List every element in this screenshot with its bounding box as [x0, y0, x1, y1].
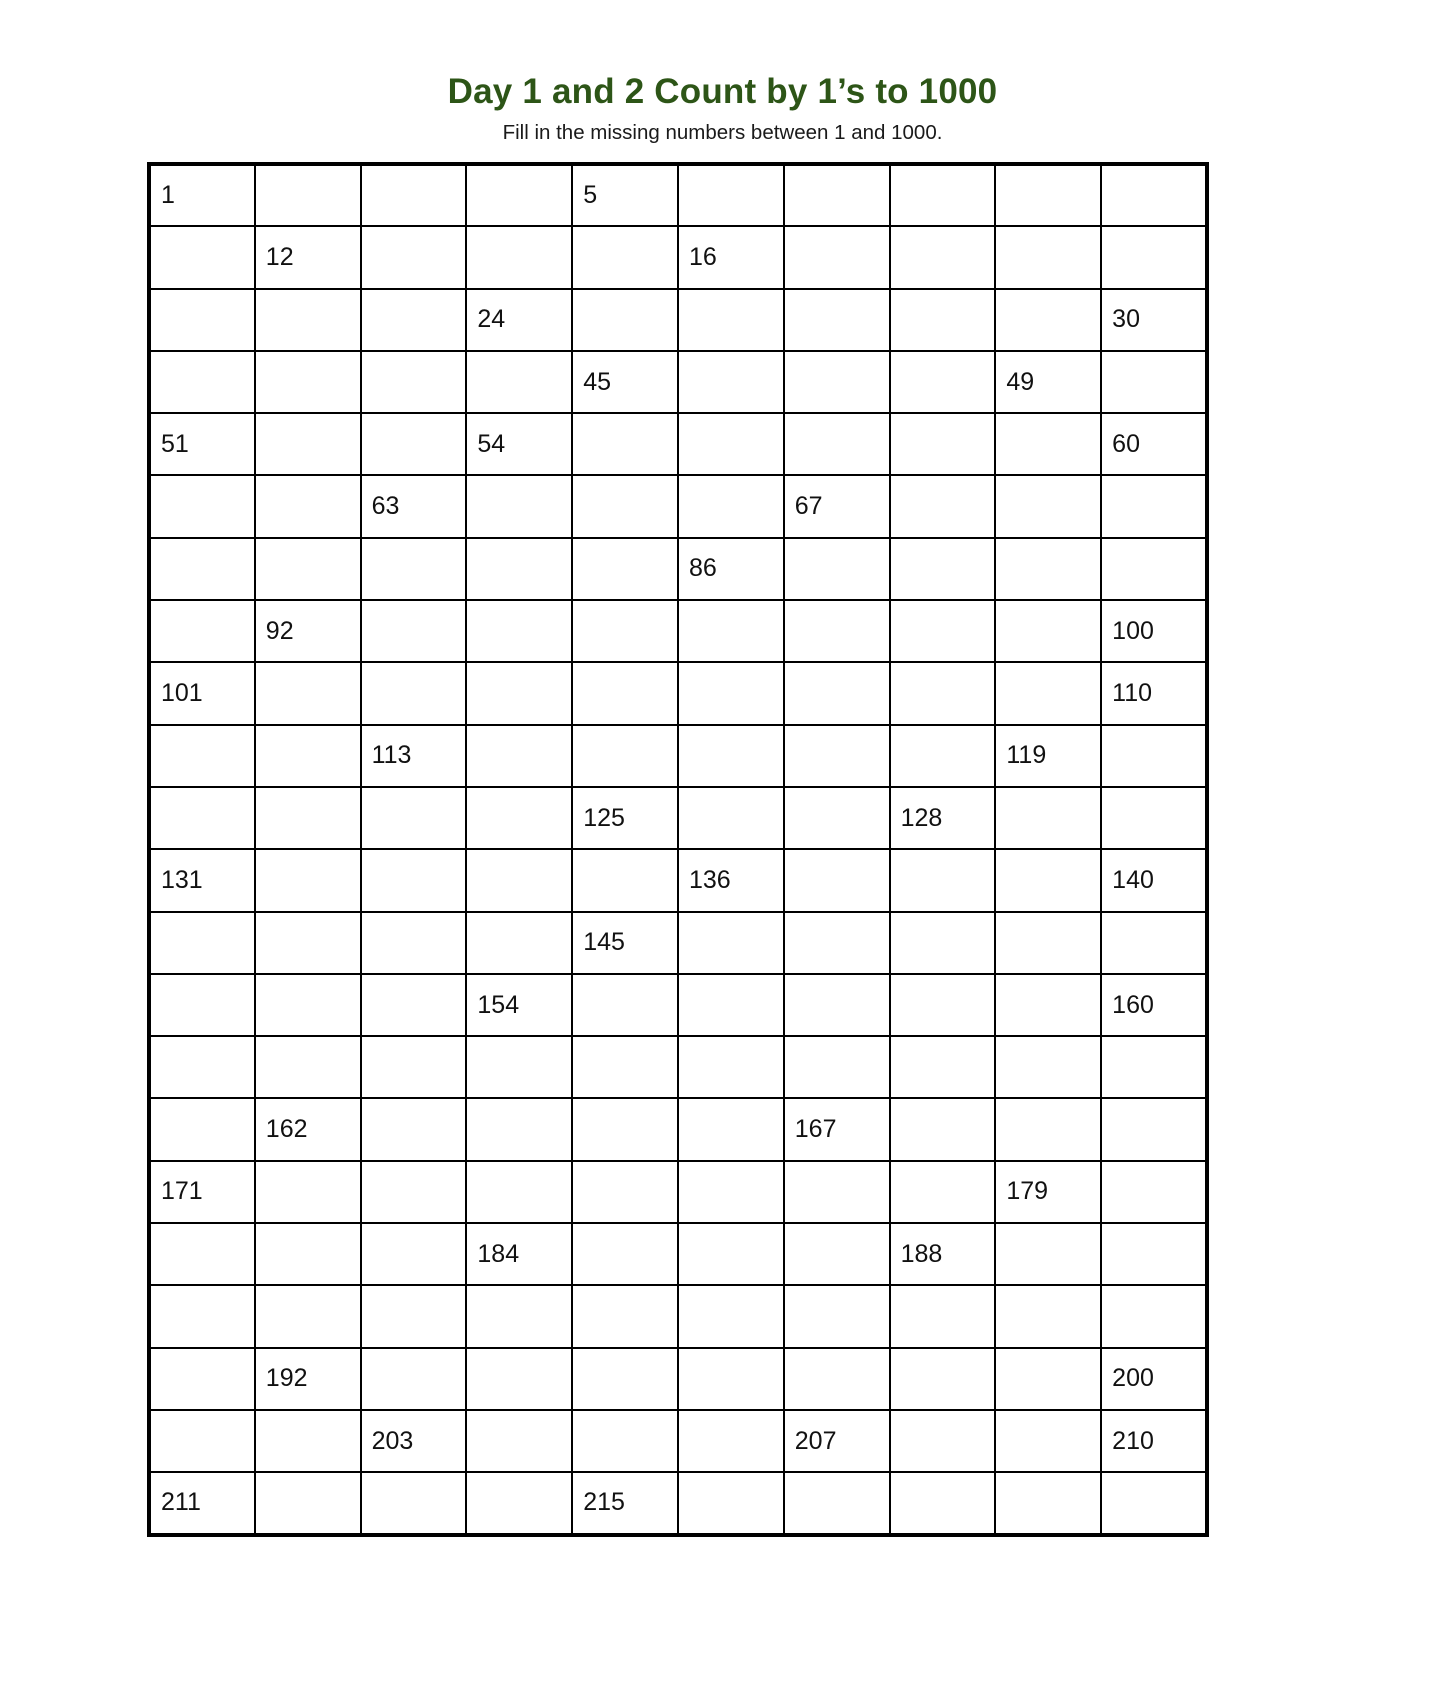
table-row: [149, 787, 1207, 849]
number-cell-blank[interactable]: [784, 725, 890, 787]
number-cell-blank[interactable]: [255, 475, 361, 537]
number-cell-blank[interactable]: [466, 538, 572, 600]
number-cell-blank[interactable]: [890, 725, 996, 787]
number-cell-blank[interactable]: [678, 1410, 784, 1472]
number-cell-blank[interactable]: [466, 1410, 572, 1472]
number-cell-filled[interactable]: 211: [149, 1472, 255, 1534]
number-cell-blank[interactable]: [572, 1161, 678, 1223]
number-cell-blank[interactable]: [784, 289, 890, 351]
number-cell-blank[interactable]: [149, 1285, 255, 1347]
number-cell-filled[interactable]: 60: [1101, 413, 1207, 475]
number-cell-blank[interactable]: [995, 1285, 1101, 1347]
number-cell-blank[interactable]: [678, 725, 784, 787]
number-cell-filled[interactable]: 140: [1101, 849, 1207, 911]
table-row: [149, 1161, 1207, 1223]
number-cell-blank[interactable]: [890, 912, 996, 974]
number-grid-container: [147, 162, 1205, 1537]
table-row: [149, 538, 1207, 600]
number-cell-blank[interactable]: [890, 226, 996, 288]
number-cell-blank[interactable]: [1101, 787, 1207, 849]
number-cell-filled[interactable]: 210: [1101, 1410, 1207, 1472]
number-cell-blank[interactable]: [678, 600, 784, 662]
number-cell-blank[interactable]: [466, 662, 572, 724]
number-cell-blank[interactable]: [361, 538, 467, 600]
number-cell-blank[interactable]: [890, 1348, 996, 1410]
number-cell-blank[interactable]: [1101, 1098, 1207, 1160]
number-cell-blank[interactable]: [995, 226, 1101, 288]
number-cell-blank[interactable]: [149, 974, 255, 1036]
number-cell-filled[interactable]: 200: [1101, 1348, 1207, 1410]
number-cell-blank[interactable]: [678, 662, 784, 724]
number-cell-blank[interactable]: [1101, 912, 1207, 974]
number-cell-blank[interactable]: [784, 1285, 890, 1347]
number-cell-blank[interactable]: [995, 974, 1101, 1036]
number-cell-blank[interactable]: [890, 1285, 996, 1347]
number-cell-blank[interactable]: [255, 413, 361, 475]
number-cell-blank[interactable]: [1101, 164, 1207, 226]
number-cell-blank[interactable]: [255, 1036, 361, 1098]
number-cell-filled[interactable]: 12: [255, 226, 361, 288]
number-cell-filled[interactable]: 131: [149, 849, 255, 911]
number-cell-blank[interactable]: [466, 849, 572, 911]
number-cell-blank[interactable]: [890, 1410, 996, 1472]
number-cell-blank[interactable]: [466, 1472, 572, 1534]
number-cell-blank[interactable]: [784, 662, 890, 724]
number-cell-blank[interactable]: [149, 725, 255, 787]
number-cell-blank[interactable]: [361, 974, 467, 1036]
number-cell-blank[interactable]: [149, 787, 255, 849]
number-cell-blank[interactable]: [255, 1161, 361, 1223]
number-cell-blank[interactable]: [361, 226, 467, 288]
number-cell-blank[interactable]: [1101, 1161, 1207, 1223]
number-cell-blank[interactable]: [890, 475, 996, 537]
number-cell-blank[interactable]: [361, 1161, 467, 1223]
number-cell-blank[interactable]: [678, 413, 784, 475]
number-cell-filled[interactable]: 203: [361, 1410, 467, 1472]
number-cell-blank[interactable]: [995, 787, 1101, 849]
number-cell-blank[interactable]: [361, 787, 467, 849]
number-cell-blank[interactable]: [361, 600, 467, 662]
number-cell-blank[interactable]: [255, 787, 361, 849]
number-cell-blank[interactable]: [466, 600, 572, 662]
table-row: [149, 1472, 1207, 1534]
number-cell-filled[interactable]: 1: [149, 164, 255, 226]
number-cell-blank[interactable]: [149, 538, 255, 600]
number-cell-filled[interactable]: 45: [572, 351, 678, 413]
table-row: [149, 1285, 1207, 1347]
number-cell-blank[interactable]: [361, 1348, 467, 1410]
number-cell-blank[interactable]: [466, 787, 572, 849]
number-cell-blank[interactable]: [995, 1410, 1101, 1472]
number-cell-blank[interactable]: [784, 226, 890, 288]
number-cell-blank[interactable]: [572, 1410, 678, 1472]
number-cell-blank[interactable]: [784, 351, 890, 413]
number-cell-blank[interactable]: [784, 1036, 890, 1098]
number-cell-blank[interactable]: [995, 662, 1101, 724]
number-cell-blank[interactable]: [1101, 725, 1207, 787]
number-cell-blank[interactable]: [361, 351, 467, 413]
number-cell-blank[interactable]: [149, 912, 255, 974]
number-cell-blank[interactable]: [995, 1098, 1101, 1160]
number-cell-blank[interactable]: [995, 475, 1101, 537]
number-cell-blank[interactable]: [466, 912, 572, 974]
number-cell-blank[interactable]: [995, 1036, 1101, 1098]
number-cell-blank[interactable]: [149, 1098, 255, 1160]
number-cell-filled[interactable]: 188: [890, 1223, 996, 1285]
number-cell-blank[interactable]: [466, 1161, 572, 1223]
number-cell-filled[interactable]: 101: [149, 662, 255, 724]
number-cell-blank[interactable]: [255, 662, 361, 724]
number-cell-blank[interactable]: [149, 1036, 255, 1098]
page-title: Day 1 and 2 Count by 1’s to 1000: [447, 72, 998, 111]
number-cell-blank[interactable]: [255, 289, 361, 351]
number-cell-blank[interactable]: [255, 725, 361, 787]
number-cell-blank[interactable]: [572, 413, 678, 475]
number-cell-blank[interactable]: [784, 974, 890, 1036]
number-cell-blank[interactable]: [572, 289, 678, 351]
number-cell-blank[interactable]: [890, 974, 996, 1036]
number-cell-blank[interactable]: [572, 974, 678, 1036]
table-row: [149, 1410, 1207, 1472]
number-cell-filled[interactable]: 171: [149, 1161, 255, 1223]
number-cell-blank[interactable]: [149, 1410, 255, 1472]
number-cell-blank[interactable]: [890, 164, 996, 226]
table-row: [149, 351, 1207, 413]
number-cell-blank[interactable]: [995, 1223, 1101, 1285]
number-cell-blank[interactable]: [784, 600, 890, 662]
number-cell-blank[interactable]: [466, 164, 572, 226]
number-cell-blank[interactable]: [995, 849, 1101, 911]
table-row: [149, 1348, 1207, 1410]
number-cell-blank[interactable]: [466, 1285, 572, 1347]
number-cell-blank[interactable]: [1101, 475, 1207, 537]
number-grid: [147, 162, 1209, 1537]
number-cell-blank[interactable]: [572, 600, 678, 662]
number-cell-blank[interactable]: [572, 1348, 678, 1410]
number-cell-blank[interactable]: [361, 289, 467, 351]
number-cell-blank[interactable]: [149, 1223, 255, 1285]
number-cell-blank[interactable]: [572, 538, 678, 600]
number-cell-blank[interactable]: [890, 1472, 996, 1534]
number-cell-filled[interactable]: 67: [784, 475, 890, 537]
number-cell-blank[interactable]: [890, 351, 996, 413]
number-cell-filled[interactable]: 215: [572, 1472, 678, 1534]
number-cell-blank[interactable]: [572, 1285, 678, 1347]
number-cell-blank[interactable]: [784, 1161, 890, 1223]
number-cell-filled[interactable]: 162: [255, 1098, 361, 1160]
number-cell-blank[interactable]: [1101, 1223, 1207, 1285]
number-cell-filled[interactable]: 16: [678, 226, 784, 288]
number-cell-filled[interactable]: 63: [361, 475, 467, 537]
number-cell-blank[interactable]: [890, 289, 996, 351]
number-cell-blank[interactable]: [890, 1098, 996, 1160]
number-cell-blank[interactable]: [678, 787, 784, 849]
number-grid-body: [149, 164, 1207, 1535]
number-cell-blank[interactable]: [149, 1348, 255, 1410]
number-cell-blank[interactable]: [466, 226, 572, 288]
number-cell-blank[interactable]: [466, 1036, 572, 1098]
number-cell-blank[interactable]: [784, 787, 890, 849]
number-cell-blank[interactable]: [678, 1348, 784, 1410]
number-cell-filled[interactable]: 92: [255, 600, 361, 662]
number-cell-blank[interactable]: [678, 1223, 784, 1285]
number-cell-blank[interactable]: [255, 912, 361, 974]
number-cell-blank[interactable]: [255, 849, 361, 911]
number-cell-blank[interactable]: [255, 1410, 361, 1472]
table-row: [149, 1223, 1207, 1285]
number-cell-blank[interactable]: [361, 164, 467, 226]
number-cell-blank[interactable]: [361, 912, 467, 974]
table-row: [149, 600, 1207, 662]
number-cell-blank[interactable]: [255, 1223, 361, 1285]
number-cell-filled[interactable]: 51: [149, 413, 255, 475]
number-cell-filled[interactable]: 49: [995, 351, 1101, 413]
number-cell-blank[interactable]: [466, 725, 572, 787]
number-cell-blank[interactable]: [678, 912, 784, 974]
number-cell-blank[interactable]: [678, 1285, 784, 1347]
number-cell-blank[interactable]: [255, 164, 361, 226]
number-cell-filled[interactable]: 54: [466, 413, 572, 475]
number-cell-blank[interactable]: [784, 1472, 890, 1534]
number-cell-blank[interactable]: [784, 164, 890, 226]
number-cell-blank[interactable]: [1101, 538, 1207, 600]
number-cell-blank[interactable]: [255, 1285, 361, 1347]
number-cell-blank[interactable]: [678, 1472, 784, 1534]
number-cell-filled[interactable]: 119: [995, 725, 1101, 787]
number-cell-blank[interactable]: [890, 1161, 996, 1223]
number-cell-blank[interactable]: [149, 351, 255, 413]
number-cell-blank[interactable]: [784, 912, 890, 974]
number-cell-filled[interactable]: 154: [466, 974, 572, 1036]
number-cell-blank[interactable]: [572, 1223, 678, 1285]
number-cell-blank[interactable]: [995, 413, 1101, 475]
number-cell-filled[interactable]: 30: [1101, 289, 1207, 351]
number-cell-blank[interactable]: [255, 351, 361, 413]
table-row: [149, 164, 1207, 226]
number-cell-blank[interactable]: [890, 662, 996, 724]
number-cell-blank[interactable]: [1101, 1472, 1207, 1534]
table-row: [149, 475, 1207, 537]
number-cell-blank[interactable]: [995, 1348, 1101, 1410]
number-cell-blank[interactable]: [995, 289, 1101, 351]
number-cell-filled[interactable]: 184: [466, 1223, 572, 1285]
table-row: [149, 662, 1207, 724]
number-cell-blank[interactable]: [678, 475, 784, 537]
number-cell-blank[interactable]: [149, 475, 255, 537]
number-cell-blank[interactable]: [149, 289, 255, 351]
number-cell-blank[interactable]: [784, 413, 890, 475]
number-cell-filled[interactable]: 192: [255, 1348, 361, 1410]
number-cell-blank[interactable]: [890, 538, 996, 600]
number-cell-blank[interactable]: [678, 1161, 784, 1223]
number-cell-blank[interactable]: [572, 849, 678, 911]
number-cell-blank[interactable]: [572, 226, 678, 288]
number-cell-blank[interactable]: [572, 1036, 678, 1098]
number-cell-blank[interactable]: [361, 1223, 467, 1285]
number-cell-blank[interactable]: [1101, 226, 1207, 288]
number-cell-blank[interactable]: [995, 1472, 1101, 1534]
number-cell-filled[interactable]: 207: [784, 1410, 890, 1472]
table-row: [149, 413, 1207, 475]
table-row: [149, 849, 1207, 911]
number-cell-blank[interactable]: [255, 538, 361, 600]
number-cell-blank[interactable]: [255, 1472, 361, 1534]
number-cell-blank[interactable]: [361, 413, 467, 475]
number-cell-blank[interactable]: [890, 600, 996, 662]
number-cell-filled[interactable]: 100: [1101, 600, 1207, 662]
number-cell-blank[interactable]: [572, 1098, 678, 1160]
number-cell-blank[interactable]: [149, 600, 255, 662]
number-cell-filled[interactable]: 125: [572, 787, 678, 849]
number-cell-filled[interactable]: 128: [890, 787, 996, 849]
table-row: [149, 912, 1207, 974]
number-cell-blank[interactable]: [361, 1472, 467, 1534]
number-cell-blank[interactable]: [784, 1223, 890, 1285]
number-cell-blank[interactable]: [361, 1098, 467, 1160]
number-cell-filled[interactable]: 5: [572, 164, 678, 226]
table-row: [149, 1036, 1207, 1098]
number-cell-blank[interactable]: [572, 475, 678, 537]
number-cell-blank[interactable]: [361, 662, 467, 724]
number-cell-blank[interactable]: [1101, 1285, 1207, 1347]
table-row: [149, 1098, 1207, 1160]
number-cell-blank[interactable]: [890, 849, 996, 911]
number-cell-filled[interactable]: 136: [678, 849, 784, 911]
number-cell-blank[interactable]: [678, 351, 784, 413]
table-row: [149, 226, 1207, 288]
number-cell-blank[interactable]: [678, 164, 784, 226]
number-cell-blank[interactable]: [149, 226, 255, 288]
number-cell-blank[interactable]: [466, 1348, 572, 1410]
number-cell-blank[interactable]: [784, 1348, 890, 1410]
number-cell-filled[interactable]: 110: [1101, 662, 1207, 724]
number-cell-filled[interactable]: 145: [572, 912, 678, 974]
table-row: [149, 289, 1207, 351]
number-cell-filled[interactable]: 24: [466, 289, 572, 351]
number-cell-blank[interactable]: [466, 351, 572, 413]
number-cell-blank[interactable]: [995, 164, 1101, 226]
number-cell-filled[interactable]: 86: [678, 538, 784, 600]
number-cell-blank[interactable]: [361, 1285, 467, 1347]
worksheet-instructions: Fill in the missing numbers between 1 and 1000.: [502, 120, 943, 144]
number-cell-filled[interactable]: 179: [995, 1161, 1101, 1223]
number-cell-blank[interactable]: [678, 1098, 784, 1160]
number-cell-blank[interactable]: [995, 600, 1101, 662]
number-cell-blank[interactable]: [995, 912, 1101, 974]
number-cell-blank[interactable]: [1101, 351, 1207, 413]
number-cell-blank[interactable]: [466, 475, 572, 537]
table-row: [149, 725, 1207, 787]
table-row: [149, 974, 1207, 1036]
number-cell-filled[interactable]: 167: [784, 1098, 890, 1160]
number-cell-blank[interactable]: [678, 289, 784, 351]
number-cell-blank[interactable]: [255, 974, 361, 1036]
number-cell-blank[interactable]: [678, 974, 784, 1036]
number-cell-blank[interactable]: [361, 849, 467, 911]
number-cell-blank[interactable]: [678, 1036, 784, 1098]
number-cell-blank[interactable]: [995, 538, 1101, 600]
number-cell-blank[interactable]: [890, 413, 996, 475]
number-cell-blank[interactable]: [466, 1098, 572, 1160]
number-cell-blank[interactable]: [572, 662, 678, 724]
number-cell-blank[interactable]: [361, 1036, 467, 1098]
number-cell-blank[interactable]: [1101, 1036, 1207, 1098]
number-cell-filled[interactable]: 113: [361, 725, 467, 787]
number-cell-blank[interactable]: [572, 725, 678, 787]
number-cell-filled[interactable]: 160: [1101, 974, 1207, 1036]
number-cell-blank[interactable]: [784, 538, 890, 600]
number-cell-blank[interactable]: [784, 849, 890, 911]
number-cell-blank[interactable]: [890, 1036, 996, 1098]
